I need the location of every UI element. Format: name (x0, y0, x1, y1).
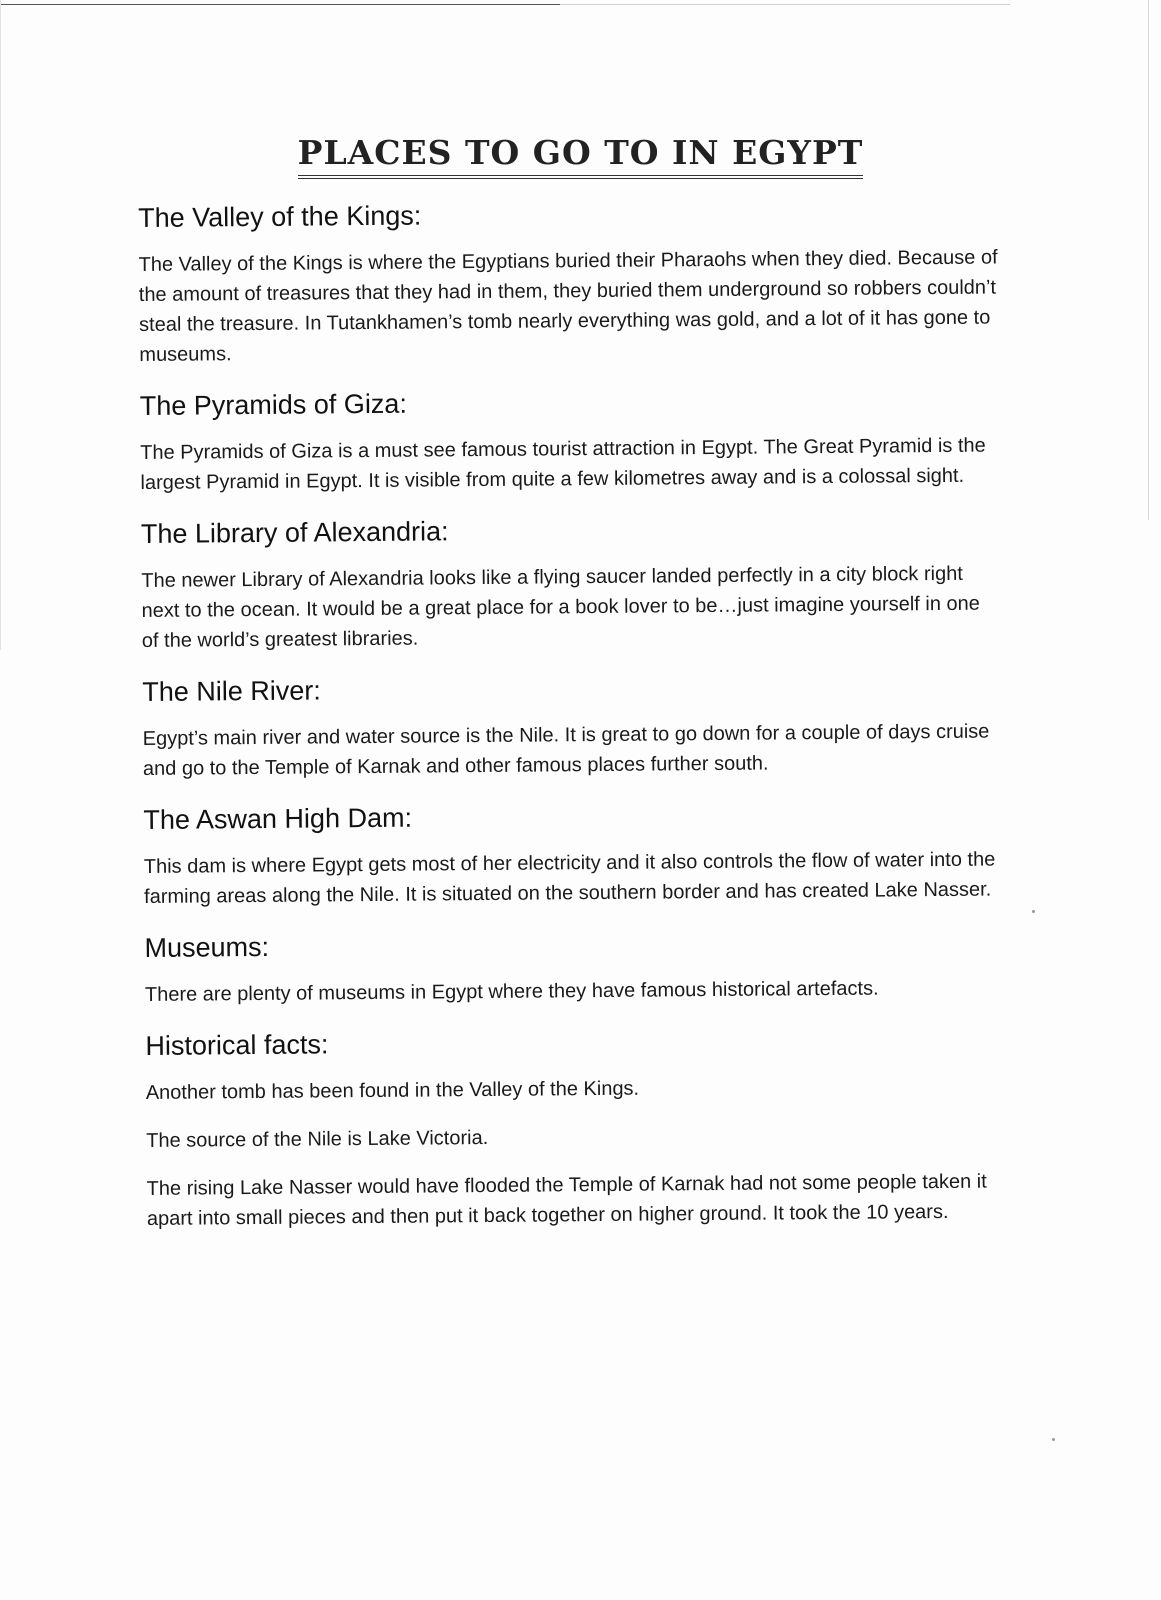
scan-edge-top (0, 4, 560, 5)
section-paragraph: Another tomb has been found in the Valley of the Kings. (145, 1077, 640, 1104)
section-historical-facts (145, 1020, 1007, 1233)
page-title (0, 133, 1161, 179)
document-body (138, 192, 1007, 1233)
section-paragraph: This dam is where Egypt gets most of her electricity and it also controls the flow of water into the farming areas along the Nile. It is situated on the southern border and has created Lake Nasser. (143, 848, 996, 908)
section-paragraph: Egypt’s main river and water source is the Nile. It is great to go down for a couple of days cruise and go to the Temple of Karnak and other famous places further south. (142, 720, 990, 780)
section-aswan-high-dam (143, 794, 1004, 912)
page-title-text: PLACES TO GO TO IN EGYPT (298, 135, 864, 179)
section-paragraph: The rising Lake Nasser would have flooded the Temple of Karnak had not some people taken it apart into small pieces and then put it back together on higher ground. It took the 10 years. (146, 1170, 987, 1230)
section-nile-river (142, 666, 1003, 784)
section-paragraph: The newer Library of Alexandria looks like a flying saucer landed perfectly in a city block right next to the ocean. It would be a great place for a book lover to be…just imagine yourself in one of the world’s greatest libraries. (141, 562, 980, 652)
section-paragraph: There are plenty of museums in Egypt where they have famous historical artefacts. (144, 977, 879, 1006)
section-library-of-alexandria (141, 508, 1002, 655)
section-paragraph: The Pyramids of Giza is a must see famous tourist attraction in Egypt. The Great Pyramid is the largest Pyramid in Egypt. It is visible from quite a few kilometres away and is a colossal sight. (140, 434, 986, 494)
section-heading: The Pyramids of Giza: (139, 388, 408, 421)
scan-speck (1052, 1438, 1055, 1441)
section-heading: Historical facts: (145, 1029, 329, 1061)
section-heading: The Valley of the Kings: (138, 200, 422, 233)
section-pyramids-of-giza (140, 380, 1001, 498)
scan-edge-top-fade (560, 4, 1010, 5)
section-heading: The Library of Alexandria: (140, 516, 449, 549)
section-valley-of-the-kings (138, 192, 999, 369)
section-museums (144, 922, 1005, 1010)
scan-speck (1032, 910, 1035, 913)
section-heading: Museums: (144, 931, 270, 963)
section-paragraph: The Valley of the Kings is where the Egyptians buried their Pharaohs when they died. Because of the amount of treasures that they had in them, they buried them underground so robbers couldn’t steal the treasure. In Tutankhamen’s tomb nearly everything was gold, and a lot of it has gone to museums. (138, 246, 998, 366)
section-heading: The Nile River: (142, 675, 321, 707)
section-paragraph: The source of the Nile is Lake Victoria. (146, 1126, 489, 1152)
scan-edge-left (0, 0, 1, 650)
scan-edge-right (1148, 0, 1149, 520)
section-heading: The Aswan High Dam: (143, 802, 413, 835)
